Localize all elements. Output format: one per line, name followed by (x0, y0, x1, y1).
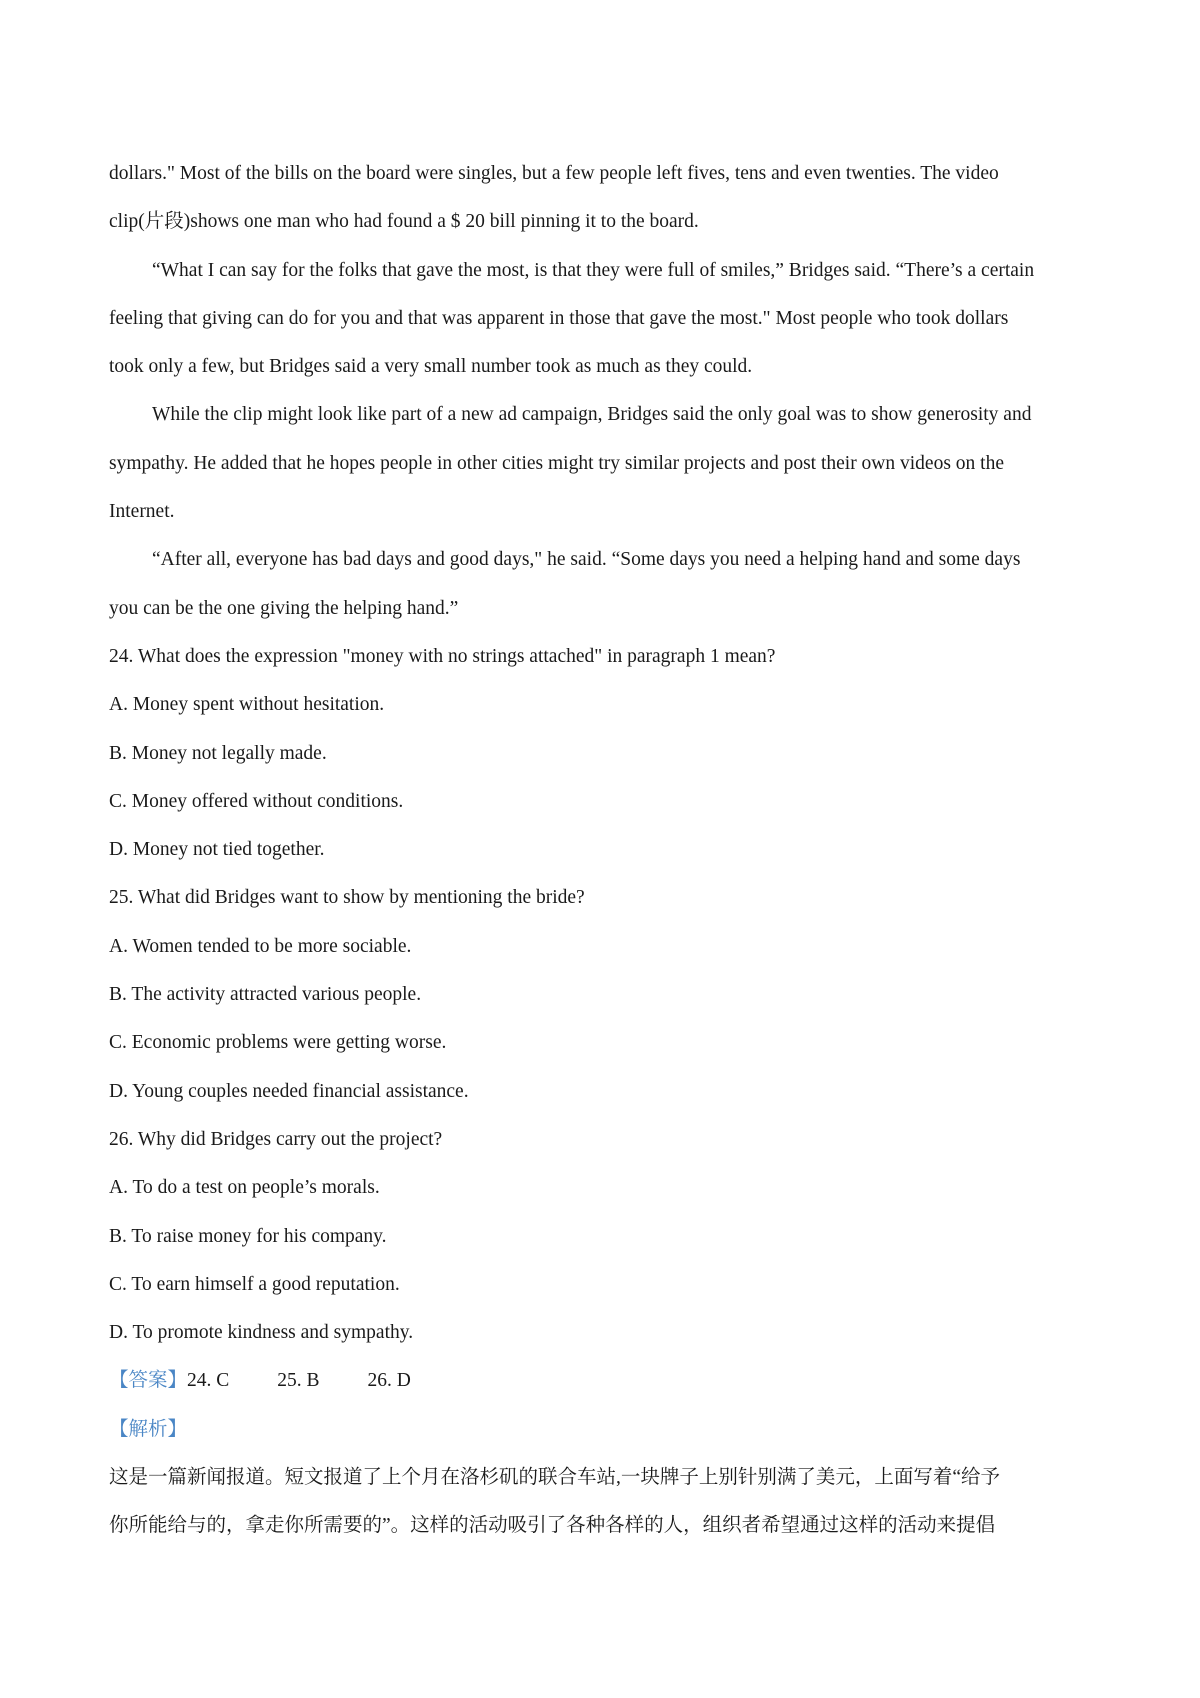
analysis-line: 你所能给与的，拿走你所需要的”。这样的活动吸引了各种各样的人，组织者希望通过这样的活动来提倡 (109, 1515, 996, 1537)
analysis-line: 这是一篇新闻报道。短文报道了上个月在洛杉矶的联合车站,一块牌子上别针别满了美元，上面写着“给予 (109, 1467, 1001, 1489)
passage-line: sympathy. He added that he hopes people in other cities might try similar projects and post their own videos on the (109, 452, 1005, 474)
question-24 (109, 633, 1099, 874)
question-option: D. Money not tied together. (109, 839, 325, 861)
question-option: C. Money offered without conditions. (109, 790, 404, 812)
question-option: B. Money not legally made. (109, 742, 327, 764)
passage-line: dollars." Most of the bills on the board were singles, but a few people left fives, tens and even twenties. The video (109, 163, 999, 184)
answer-label: 【答案】 (109, 1370, 188, 1392)
document-page (109, 150, 1099, 1551)
analysis-heading (109, 1406, 1099, 1454)
question-option: D. To promote kindness and sympathy. (109, 1322, 414, 1344)
analysis-body (109, 1454, 1099, 1551)
answer-item: 24. C (187, 1370, 230, 1392)
passage-line: Internet. (109, 501, 175, 523)
question-option: B. The activity attracted various people. (109, 984, 422, 1006)
passage-line: “What I can say for the folks that gave the most, is that they were full of smiles,” Bridges said. “There’s a certain (152, 259, 1035, 281)
answer-item: 25. B (277, 1370, 320, 1392)
question-26 (109, 1116, 1099, 1357)
passage-line: While the clip might look like part of a new ad campaign, Bridges said the only goal was to show generosity and (152, 404, 1032, 426)
question-option: C. Economic problems were getting worse. (109, 1032, 447, 1054)
question-25 (109, 874, 1099, 1115)
analysis-label: 【解析】 (109, 1418, 188, 1440)
question-option: A. Women tended to be more sociable. (109, 935, 412, 957)
question-option: A. Money spent without hesitation. (109, 694, 385, 716)
answer-item: 26. D (367, 1370, 411, 1392)
passage-line: “After all, everyone has bad days and good days," he said. “Some days you need a helping hand and some days (152, 549, 1021, 571)
answer-line (109, 1357, 1099, 1405)
passage-line: you can be the one giving the helping hand.” (109, 597, 459, 619)
question-option: A. To do a test on people’s morals. (109, 1177, 380, 1199)
question-option: D. Young couples needed financial assistance. (109, 1080, 469, 1102)
passage-line: took only a few, but Bridges said a very small number took as much as they could. (109, 356, 753, 378)
question-stem: 24. What does the expression "money with no strings attached" in paragraph 1 mean? (109, 645, 776, 667)
question-option: B. To raise money for his company. (109, 1225, 387, 1247)
question-option: C. To earn himself a good reputation. (109, 1273, 400, 1295)
passage (109, 150, 1099, 633)
question-stem: 25. What did Bridges want to show by mentioning the bride? (109, 887, 585, 909)
passage-line: feeling that giving can do for you and that was apparent in those that gave the most." Most people who took dollars (109, 307, 1009, 329)
passage-line: clip(片段)shows one man who had found a $ 20 bill pinning it to the board. (109, 211, 699, 233)
question-stem: 26. Why did Bridges carry out the project? (109, 1128, 443, 1150)
